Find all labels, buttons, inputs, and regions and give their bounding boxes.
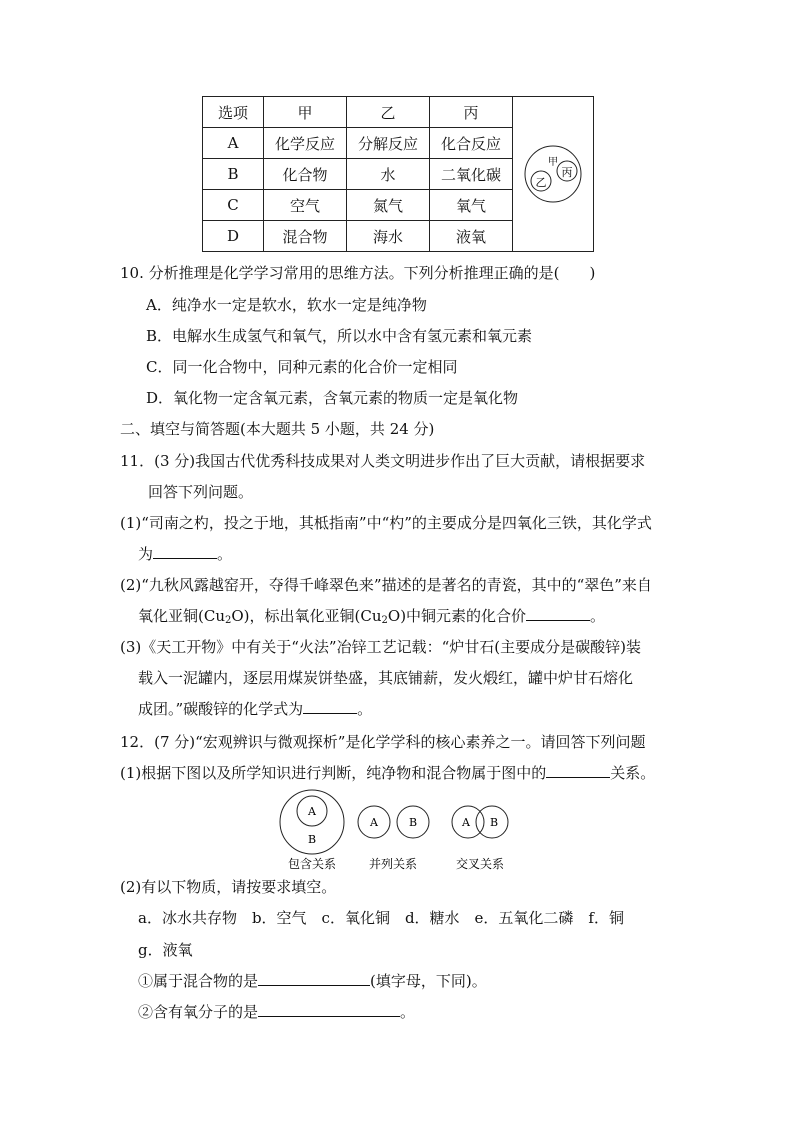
q12-part1 <box>120 762 655 783</box>
answer-blank[interactable] <box>526 606 590 621</box>
table-cell: 海水 <box>347 221 430 252</box>
q12-sub2-text: ②含有氧分子的是 <box>138 1003 259 1021</box>
right-label: 丙 <box>561 166 573 179</box>
q10-option-d: D．氧化物一定含氧元素，含氧元素的物质一定是氧化物 <box>146 389 519 407</box>
q12-part2: (2)有以下物质，请按要求填空。 <box>120 878 337 896</box>
table-cell: B <box>203 159 264 190</box>
q11-part3-end: 。 <box>357 700 373 718</box>
section-title: 二、填空与简答题(本大题共 5 小题，共 24 分) <box>120 420 435 438</box>
table-cell: 分解反应 <box>347 128 430 159</box>
table-cell: 混合物 <box>264 221 347 252</box>
q12-stem: 12．(7 分)“宏观辨识与微观探析”是化学学科的核心素养之一。请回答下列问题 <box>120 733 646 751</box>
containment-a-label: A <box>308 805 316 818</box>
table-header: 选项 <box>203 97 264 128</box>
answer-blank[interactable] <box>153 544 217 559</box>
answer-blank[interactable] <box>258 1002 400 1017</box>
table-cell: 化学反应 <box>264 128 347 159</box>
q10-option-b: B．电解水生成氢气和氧气，所以水中含有氢元素和氧元素 <box>146 327 533 345</box>
table-cell: 空气 <box>264 190 347 221</box>
q12-sub2 <box>138 1001 415 1022</box>
q11-part1-line1: (1)“司南之杓，投之于地，其柢指南”中“杓”的主要成分是四氧化三铁，其化学式 <box>120 514 652 532</box>
containment-b-label: B <box>307 833 317 846</box>
q10-stem-text: 10. 分析推理是化学学习常用的思维方法。下列分析推理正确的是( <box>120 264 560 282</box>
q11-part2-text: 氧化亚铜(Cu <box>138 607 225 625</box>
containment-caption: 包含关系 <box>287 857 337 871</box>
q11-part2-line2 <box>138 605 605 626</box>
table-cell: 液氧 <box>430 221 513 252</box>
table-cell: 二氧化碳 <box>430 159 513 190</box>
q11-part1-end: 。 <box>217 545 233 563</box>
relationship-diagrams <box>270 784 530 874</box>
q11-part3-line3 <box>138 698 372 719</box>
q11-part2-end: 。 <box>590 607 606 625</box>
table-cell: 水 <box>347 159 430 190</box>
q12-sub1-end: (填字母，下同)。 <box>370 972 487 990</box>
q11-part2-text: O)，标出氧化亚铜(Cu <box>231 607 382 625</box>
q12-sub1-text: ①属于混合物的是 <box>138 972 259 990</box>
q12-sub1 <box>138 970 487 991</box>
table-header-row <box>203 97 594 128</box>
intersect-caption: 交叉关系 <box>455 857 505 871</box>
q10-stem <box>120 262 595 283</box>
table-cell: C <box>203 190 264 221</box>
table-cell: 氧气 <box>430 190 513 221</box>
outer-label: 甲 <box>548 157 558 168</box>
q11-part2-text: O)中铜元素的化合价 <box>387 607 527 625</box>
intersect-b-label: B <box>489 816 499 829</box>
answer-blank[interactable] <box>258 971 370 986</box>
table-cell: D <box>203 221 264 252</box>
q11-part1-prefix: 为 <box>138 545 154 563</box>
q12-part1-end: 关系。 <box>610 764 656 782</box>
table-cell: 化合反应 <box>430 128 513 159</box>
table-header: 乙 <box>347 97 430 128</box>
parallel-a-label: A <box>370 816 378 829</box>
subscript: 2 <box>381 615 388 626</box>
q12-materials-line1: a．冰水共存物 b．空气 c．氧化铜 d．糖水 e．五氧化二磷 f．铜 <box>138 909 624 927</box>
table-cell: A <box>203 128 264 159</box>
subscript: 2 <box>225 615 232 626</box>
q11-stem-line2: 回答下列问题。 <box>148 483 254 501</box>
q11-part3-line2: 载入一泥罐内，逐层用煤炭饼垫盛，其底铺薪，发火煅红，罐中炉甘石熔化 <box>138 669 634 687</box>
answer-blank[interactable] <box>303 699 357 714</box>
table-cell: 氮气 <box>347 190 430 221</box>
q10-option-c: C．同一化合物中，同种元素的化合价一定相同 <box>146 358 458 376</box>
intersect-a-label: A <box>462 816 470 829</box>
q11-part1-line2 <box>138 543 232 564</box>
parallel-b-label: B <box>408 816 418 829</box>
q10-stem-end: ) <box>589 264 596 282</box>
parallel-caption: 并列关系 <box>368 857 418 871</box>
table-header: 丙 <box>430 97 513 128</box>
q11-part3-text: 成团。”碳酸锌的化学式为 <box>138 700 304 718</box>
left-label: 乙 <box>535 176 547 189</box>
q12-part1-text: (1)根据下图以及所学知识进行判断，纯净物和混合物属于图中的 <box>120 764 547 782</box>
q12-materials-line2: g．液氧 <box>138 941 193 959</box>
set-diagram <box>513 97 593 247</box>
q11-part3-line1: (3)《天工开物》中有关于“火法”冶锌工艺记载：“炉甘石(主要成分是碳酸锌)装 <box>120 638 641 656</box>
q12-sub2-end: 。 <box>400 1003 416 1021</box>
table-header: 甲 <box>264 97 347 128</box>
set-diagram-cell <box>513 97 594 252</box>
q11-stem-line1: 11．(3 分)我国古代优秀科技成果对人类文明进步作出了巨大贡献，请根据要求 <box>120 452 646 470</box>
table-cell: 化合物 <box>264 159 347 190</box>
q10-option-a: A．纯净水一定是软水，软水一定是纯净物 <box>146 296 427 314</box>
q11-part2-line1: (2)“九秋风露越窑开，夺得千峰翠色来”描述的是著名的青瓷，其中的“翠色”来自 <box>120 576 652 594</box>
options-table <box>202 96 594 252</box>
answer-blank[interactable] <box>546 763 610 778</box>
